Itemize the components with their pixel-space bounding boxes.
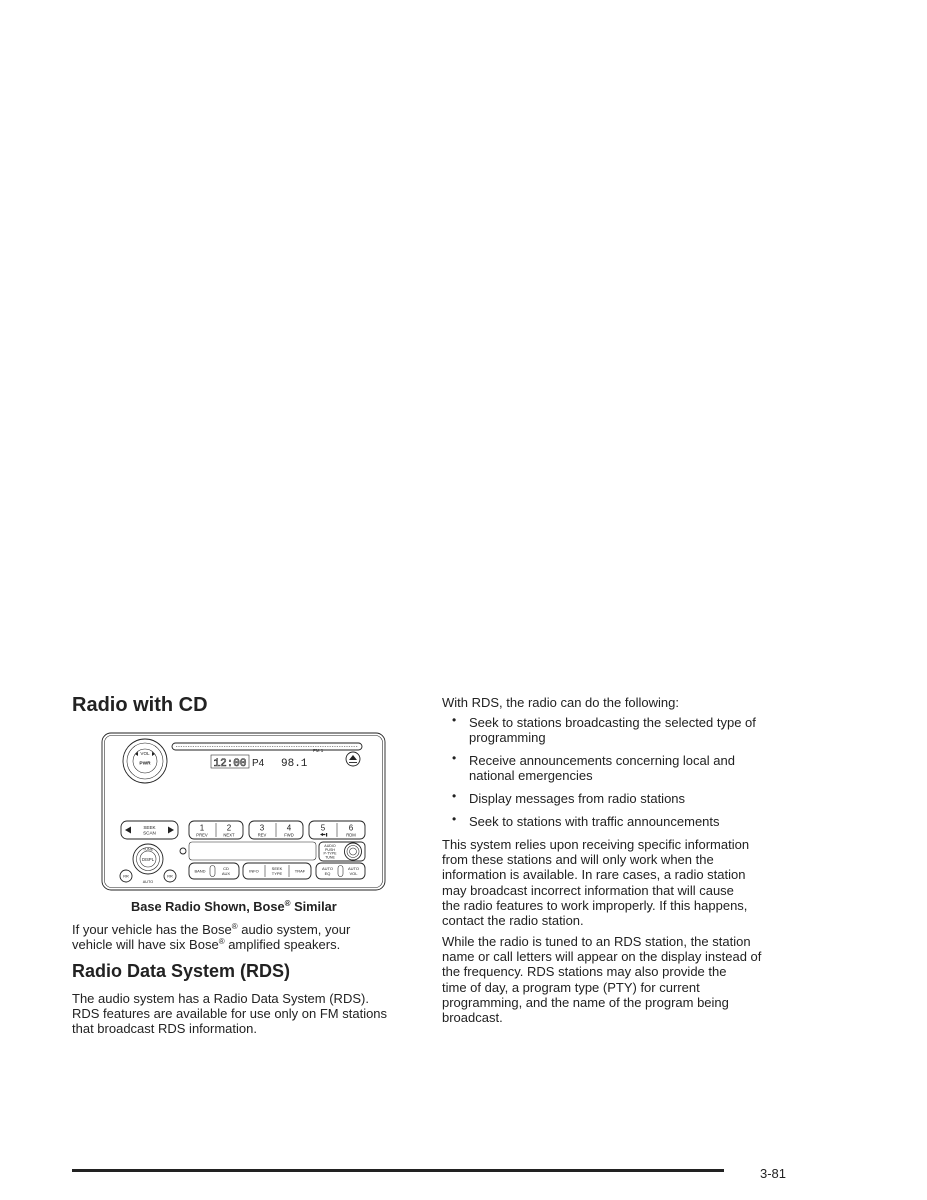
auto-tone-label: AUTO	[142, 880, 154, 884]
seek-type-label: SEEK	[271, 866, 283, 871]
audio-knob-label: P-TYPE	[323, 851, 337, 856]
text-line: name or call letters will appear on the display instead of	[442, 949, 762, 965]
bullet-marker: •	[452, 812, 457, 826]
info-group	[243, 863, 311, 879]
scan-label: SCAN	[143, 830, 156, 836]
text-line: Receive announcements concerning local and	[469, 753, 735, 768]
text-line: Seek to stations broadcasting the selected type of	[469, 715, 756, 730]
frequency-readout: 98.1	[281, 758, 308, 770]
registered-mark: ®	[218, 937, 225, 947]
text-line: This system relies upon receiving specific information	[442, 837, 750, 852]
list-item-text	[469, 753, 735, 783]
paragraph	[442, 934, 761, 1025]
text-line: programming	[469, 730, 546, 746]
power-label: PWR	[139, 761, 151, 767]
auto-eq-label: EQ	[324, 871, 331, 876]
tune-knob-label: TUNE	[142, 847, 154, 852]
text-line: programming, and the name of the program being	[442, 994, 729, 1010]
traf-label: TRAF	[294, 868, 306, 874]
caption-text: Base Radio Shown, Bose	[131, 899, 285, 914]
text-line: RDS features are available for use only on FM stations	[72, 1006, 388, 1022]
audio-knob-center	[350, 848, 357, 855]
volume-knob	[123, 739, 167, 783]
section-heading: Radio Data System (RDS)	[72, 961, 291, 981]
text-line	[72, 922, 350, 937]
preset-label: RDM	[346, 832, 356, 838]
clock-readout: 12:00	[213, 758, 247, 770]
text-line: While the radio is tuned to an RDS station, the station	[442, 934, 751, 949]
radio-display	[211, 748, 324, 770]
display-knob-label: DISPL	[141, 857, 155, 862]
text-line: broadcast.	[442, 1010, 503, 1026]
caption-text: Similar	[290, 899, 337, 914]
rds-intro	[442, 695, 679, 710]
bullet-marker: •	[452, 751, 457, 765]
tone-button-right-label: RR	[167, 874, 173, 879]
auto-vol-label: VOL	[349, 871, 358, 876]
aux-label: AUX	[221, 871, 231, 876]
audio-knob-label: PUSH	[325, 847, 335, 852]
random-icon	[320, 833, 327, 837]
text-line: contact the radio station.	[442, 913, 584, 929]
preset-group-5-6	[309, 821, 365, 839]
text-line: may broadcast incorrect information that will cause	[442, 882, 734, 898]
auto-group	[316, 863, 365, 879]
preset-group-3-4	[249, 821, 303, 839]
tone-button-left-label: RR	[123, 874, 129, 879]
audio-knob-middle	[347, 846, 359, 858]
preset-number: 4	[286, 823, 292, 833]
paragraph	[442, 837, 749, 928]
volume-knob-label: VOL	[140, 751, 150, 756]
text-line: The audio system has a Radio Data System (RDS).	[72, 991, 369, 1006]
right-arrow-icon	[168, 827, 174, 834]
figure-caption	[131, 899, 337, 914]
eject-icon	[346, 752, 360, 766]
seek-scan-rocker	[121, 821, 178, 839]
text-line: Seek to stations with traffic announcements	[469, 814, 720, 829]
radio-illustration	[100, 731, 388, 893]
rocker-divider	[338, 866, 343, 877]
seek-label: SEEK	[143, 825, 156, 830]
audio-knob-label: TUNE	[325, 855, 335, 860]
audio-knob-label: AUDIO	[324, 844, 336, 848]
auto-eq-label: AUTO	[321, 866, 334, 871]
band-cd-group	[189, 863, 239, 879]
preset-label: NEXT	[223, 832, 235, 838]
lower-panel	[189, 842, 316, 860]
registered-mark: ®	[284, 899, 291, 908]
preset-number: 3	[259, 823, 265, 833]
footer-rule	[72, 1169, 724, 1172]
text-line	[72, 937, 350, 952]
text-line: the radio features to work improperly. If this happens,	[442, 897, 748, 913]
eject-triangle	[349, 755, 357, 760]
band-label: BAND	[194, 868, 206, 874]
text-line: the frequency. RDS stations may also provide the	[442, 964, 727, 980]
indicator-light	[180, 848, 186, 854]
rds-paragraph	[72, 991, 387, 1037]
list-item-text	[469, 791, 685, 806]
preset-number: 5	[320, 823, 326, 833]
preset-readout: P4	[252, 758, 265, 769]
page-number: 3-81	[760, 1166, 787, 1181]
text-segment: If your vehicle has the Bose	[72, 922, 232, 937]
audio-knob	[319, 842, 365, 861]
text-line: that broadcast RDS information.	[72, 1021, 257, 1037]
bullet-marker: •	[452, 713, 457, 727]
text-line: information is available. In rare cases, a radio station	[442, 867, 746, 883]
seek-type-label: TYPE	[271, 871, 283, 876]
preset-label: PREV	[196, 832, 208, 838]
text-segment: amplified speakers.	[224, 937, 341, 953]
list-item-text	[469, 715, 756, 745]
cd-label: CD	[223, 866, 229, 871]
bose-paragraph	[72, 922, 350, 952]
section-heading: Radio with CD	[72, 694, 208, 716]
left-arrow-icon	[125, 827, 131, 834]
bullet-marker: •	[452, 789, 457, 803]
preset-label: REV	[257, 832, 267, 838]
text-line: national emergencies	[469, 768, 593, 784]
auto-vol-label: AUTO	[347, 866, 360, 871]
preset-label: FWD	[284, 832, 294, 838]
tune-knob	[133, 844, 163, 874]
text-line: Display messages from radio stations	[469, 791, 686, 806]
text-line: With RDS, the radio can do the following:	[442, 695, 680, 710]
text-line: time of day, a program type (PTY) for current	[442, 979, 700, 995]
band-readout: FM 1	[313, 748, 324, 753]
registered-mark: ®	[231, 922, 238, 931]
preset-number: 6	[348, 823, 354, 833]
preset-number: 1	[199, 823, 205, 833]
list-item-text	[469, 814, 720, 829]
preset-number: 2	[226, 823, 232, 833]
text-line: from these stations and will only work when the	[442, 852, 714, 868]
text-segment: vehicle will have six Bose	[72, 937, 219, 953]
preset-group-1-2	[189, 821, 243, 839]
text-segment: audio system, your	[237, 922, 351, 937]
info-label: INFO	[249, 868, 259, 874]
rocker-divider	[210, 866, 215, 877]
